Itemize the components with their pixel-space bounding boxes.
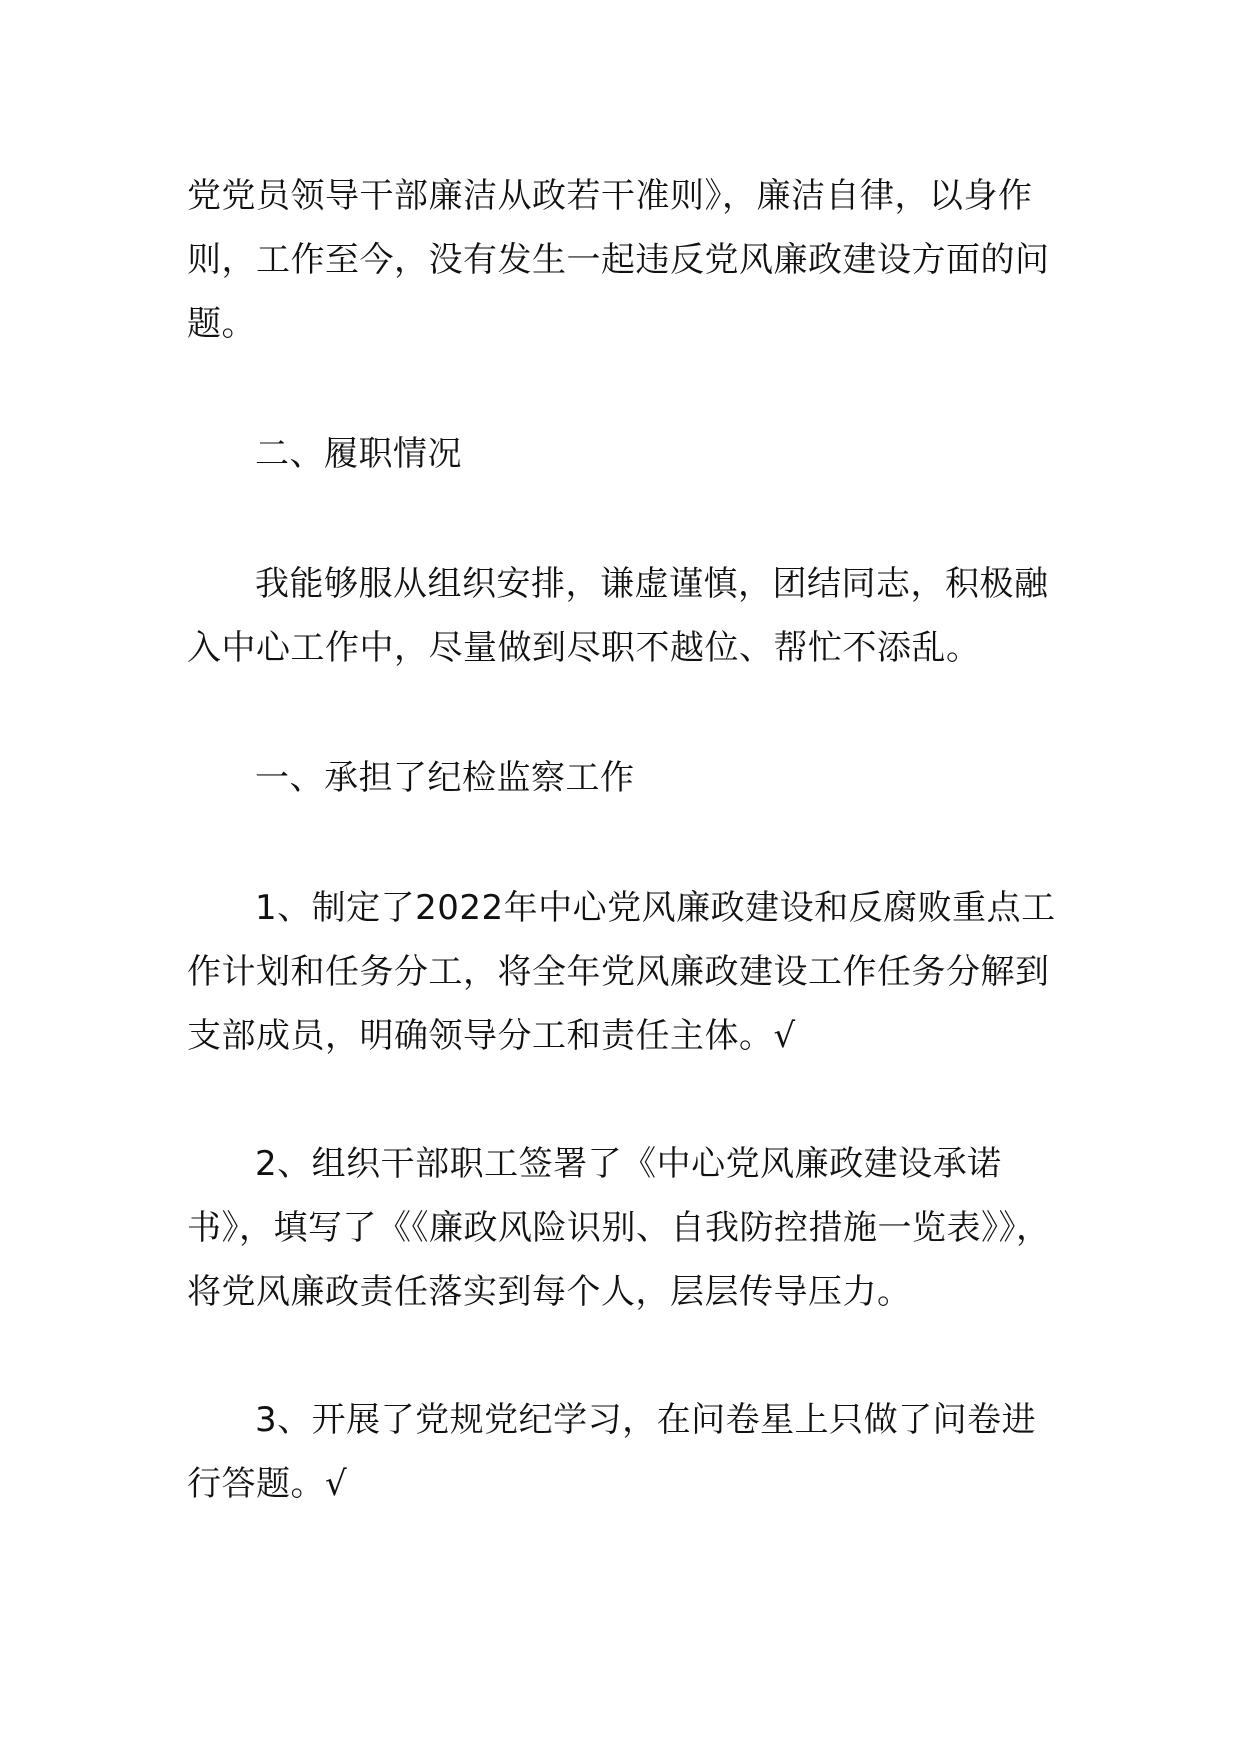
paragraph-integrity-statement: 党党员领导干部廉洁从政若干准则》，廉洁自律，以身作则，工作至今，没有发生一起违反党风廉政建设方面的问题。 (187, 176, 1050, 344)
section-heading-duties: 二、履职情况 (255, 434, 462, 474)
section-heading-discipline-work: 一、承担了纪检监察工作 (255, 758, 635, 798)
list-item-2: 2、组织干部职工签署了《中心党风廉政建设承诺书》，填写了《《廉政风险识别、自我防控措施一览表》》，将党风廉政责任落实到每个人，层层传导压力。 (187, 1144, 1051, 1312)
paragraph-duties-overview: 我能够服从组织安排，谦虚谨慎，团结同志，积极融入中心工作中，尽量做到尽职不越位、帮忙不添乱。 (187, 564, 1049, 668)
list-item-3: 3、开展了党规党纪学习，在问卷星上只做了问卷进行答题。√ (187, 1400, 1037, 1504)
list-item-1: 1、制定了2022年中心党风廉政建设和反腐败重点工作计划和任务分工，将全年党风廉政建设工作任务分解到支部成员，明确领导分工和责任主体。√ (187, 888, 1056, 1056)
document-content (187, 164, 1067, 1516)
